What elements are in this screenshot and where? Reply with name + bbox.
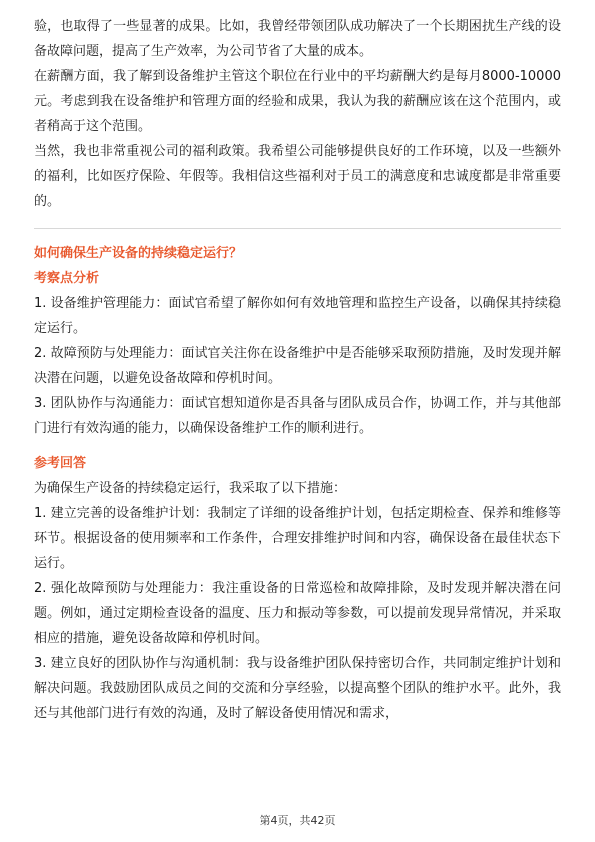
page-content	[34, 14, 561, 726]
section-divider	[34, 228, 561, 229]
answer-item: 为确保生产设备的持续稳定运行，我采取了以下措施：	[34, 481, 347, 496]
question-heading: 如何确保生产设备的持续稳定运行？	[34, 246, 243, 261]
answer-item: 3. 建立良好的团队协作与沟通机制：我与设备维护团队保持密切合作，共同制定维护计划和解决问题。我鼓励团队成员之间的交流和分享经验，以提高整个团队的维护水平。此外，我还与其他部门进行有效的沟通，及时了解设备使用情况和需求，	[34, 656, 561, 721]
intro-paragraph: 验，也取得了一些显著的成果。比如，我曾经带领团队成功解决了一个长期困扰生产线的设备故障问题，提高了生产效率，为公司节省了大量的成本。	[34, 19, 561, 59]
answer-item: 1. 建立完善的设备维护计划：我制定了详细的设备维护计划，包括定期检查、保养和维修等环节。根据设备的使用频率和工作条件，合理安排维护时间和内容，确保设备在最佳状态下运行。	[34, 506, 561, 571]
analysis-item: 3. 团队协作与沟通能力：面试官想知道你是否具备与团队成员合作，协调工作，并与其他部门进行有效沟通的能力，以确保设备维护工作的顺利进行。	[34, 396, 561, 436]
analysis-item: 2. 故障预防与处理能力：面试官关注你在设备维护中是否能够采取预防措施，及时发现并解决潜在问题，以避免设备故障和停机时间。	[34, 346, 561, 386]
section-gap	[34, 441, 561, 451]
answer-item: 2. 强化故障预防与处理能力：我注重设备的日常巡检和故障排除，及时发现并解决潜在问题。例如，通过定期检查设备的温度、压力和振动等参数，可以提前发现异常情况，并采取相应的措施，避免设备故障和停机时间。	[34, 581, 561, 646]
intro-paragraph: 当然，我也非常重视公司的福利政策。我希望公司能够提供良好的工作环境，以及一些额外的福利，比如医疗保险、年假等。我相信这些福利对于员工的满意度和忠诚度都是非常重要的。	[34, 144, 561, 209]
intro-paragraph: 在薪酬方面，我了解到设备维护主管这个职位在行业中的平均薪酬大约是每月8000-10000元。考虑到我在设备维护和管理方面的经验和成果，我认为我的薪酬应该在这个范围内，或者稍高于这个范围。	[34, 69, 561, 134]
analysis-heading: 考察点分析	[34, 271, 100, 286]
page-footer: 第4页，共42页	[259, 814, 336, 827]
answer-heading: 参考回答	[34, 456, 87, 471]
analysis-item: 1. 设备维护管理能力：面试官希望了解你如何有效地管理和监控生产设备，以确保其持续稳定运行。	[34, 296, 561, 336]
